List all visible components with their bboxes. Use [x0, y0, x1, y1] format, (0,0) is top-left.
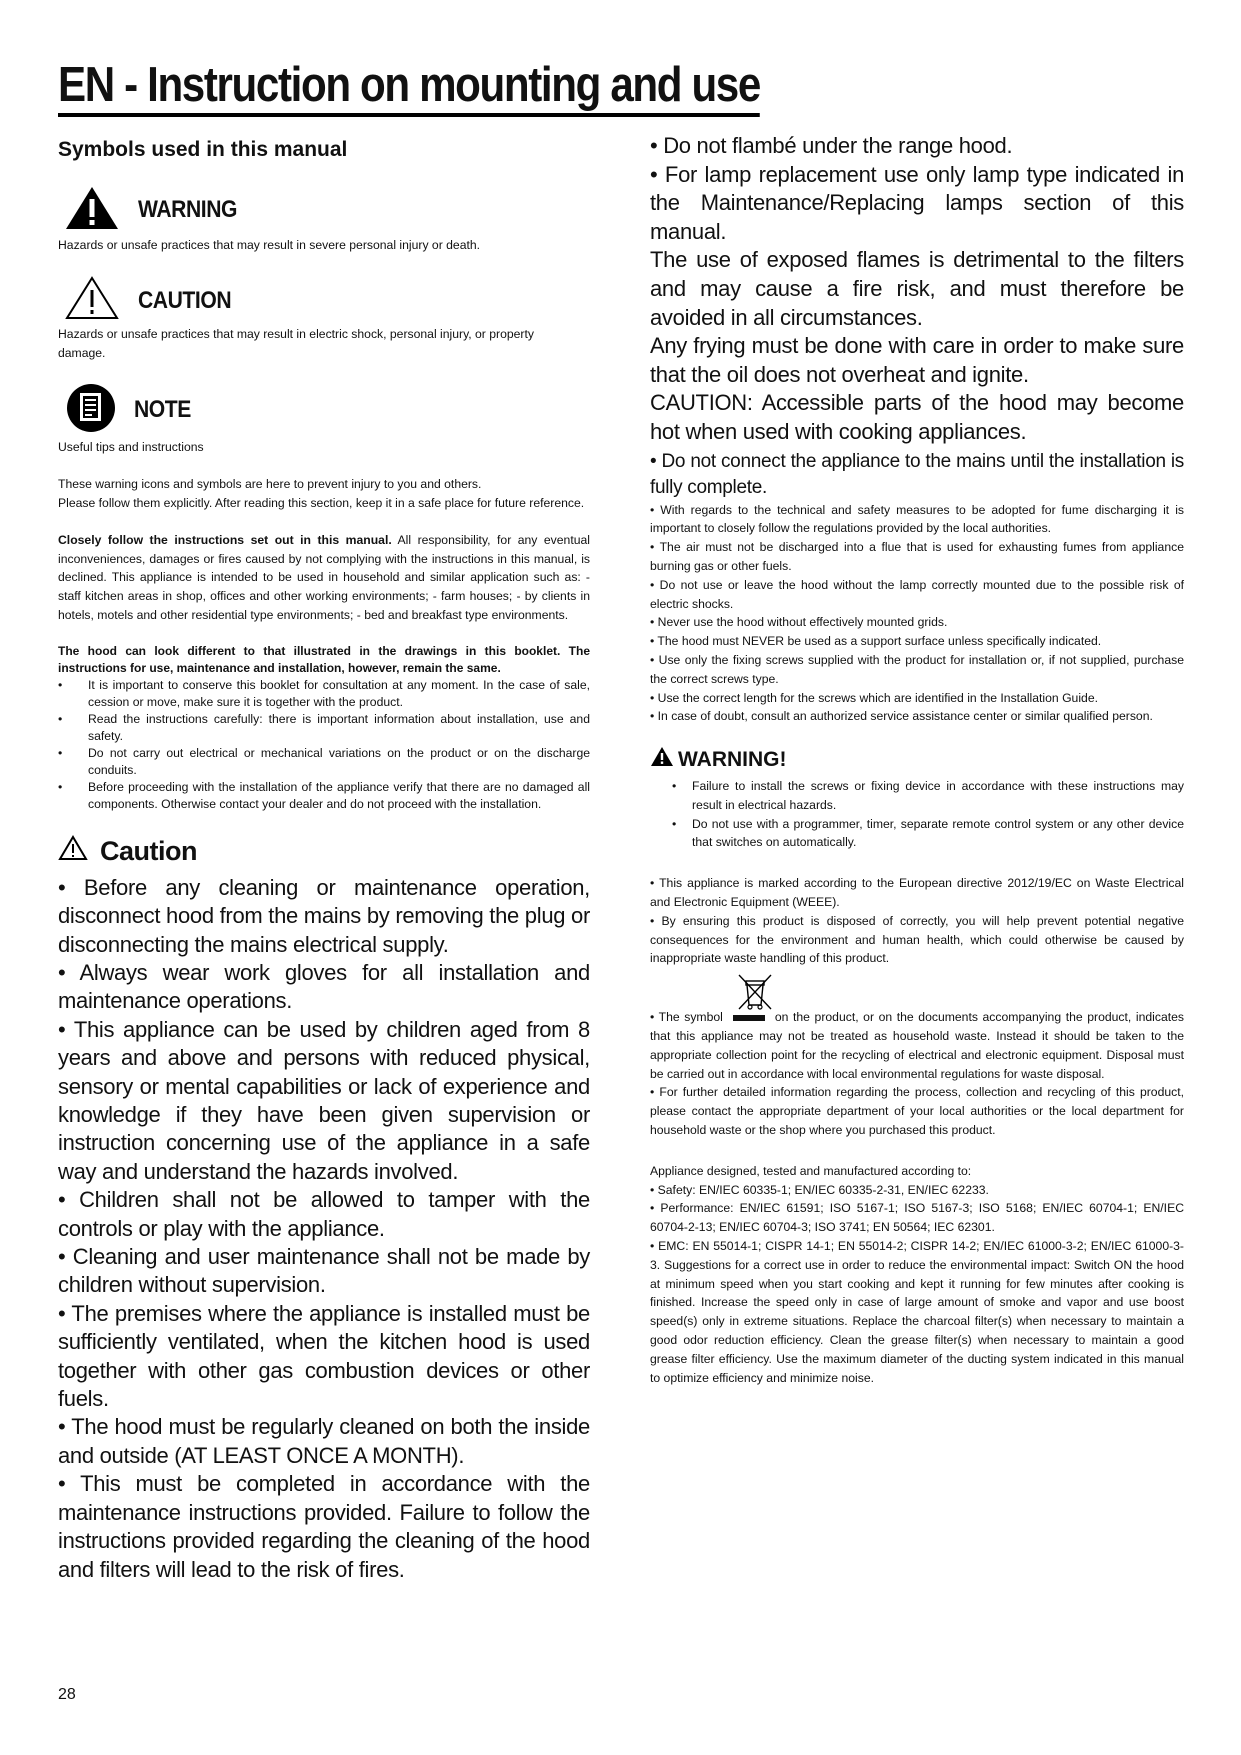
safety-standards: • Safety: EN/IEC 60335-1; EN/IEC 60335-2-31, EN/IEC 62233.	[650, 1182, 989, 1197]
further-info-note: • For further detailed information regarding the process, collection and recycling of this product, please contact the appropriate department of your local authorities or the local department for household waste or the shop where you purchased this product.	[650, 1085, 1184, 1138]
caution-symbol-row	[58, 277, 590, 325]
note-document-icon	[66, 383, 116, 438]
lamp-replacement-note: • For lamp replacement use only lamp type indicated in the Maintenance/Replacing lamps section of this manual.	[650, 161, 1184, 244]
caution-item: • This appliance can be used by children aged from 8 years and above and persons with reduced physical, sensory or mental capabilities or lack of experience and knowledge if they have been given supervision or instruction concerning use of the appliance in a safe way and understand the hazards involved.	[58, 1016, 590, 1184]
frying-note: Any frying must be done with care in order to make sure that the oil does not overheat and ignite.	[650, 333, 1184, 387]
safety-item: • Use the correct length for the screws which are identified in the Installation Guide.	[650, 690, 1098, 705]
warning-label: WARNING	[138, 196, 237, 223]
warning-symbol-row	[58, 186, 590, 234]
warning-triangle-filled-icon	[64, 185, 120, 236]
list-item: • It is important to conserve this booklet for consultation at any moment. In the case of sale, cession or move, make sure it is together with the product.	[58, 677, 590, 711]
note-symbol-row	[58, 384, 590, 436]
weee-directive-note: • This appliance is marked according to the European directive 2012/19/EC on Waste Electrical and Electronic Equipment (WEEE).	[650, 876, 1184, 910]
safety-item: • Do not use or leave the hood without the lamp correctly mounted due to the possible risk of electric shocks.	[650, 577, 1184, 611]
left-column	[58, 134, 590, 1584]
caution-item: • Before any cleaning or maintenance operation, disconnect hood from the mains by removing the plug or disconnecting the mains electrical supply.	[58, 874, 590, 957]
caution-item: • Always wear work gloves for all installation and maintenance operations.	[58, 959, 590, 1014]
caution-item: • Children shall not be allowed to tamper with the controls or play with the appliance.	[58, 1187, 590, 1241]
accessible-parts-caution: CAUTION: Accessible parts of the hood may become hot when used with cooking appliances.	[650, 390, 1184, 444]
caution-heading-label: Caution	[100, 835, 197, 866]
weee-symbol-area	[650, 972, 1184, 1008]
list-item: • Do not use with a programmer, timer, separate remote control system or any other device that switches on automatically.	[672, 815, 1184, 853]
list-item: • Do not carry out electrical or mechanical variations on the product or on the discharge conduits.	[58, 745, 590, 779]
caution-description: Hazards or unsafe practices that may result in electric shock, personal injury, or property damage.	[58, 326, 534, 360]
safety-item: • The hood must NEVER be used as a support surface unless specifically indicated.	[650, 634, 1102, 649]
exposed-flames-note: The use of exposed flames is detrimental to the filters and may cause a fire risk, and must therefore be avoided in all circumstances.	[650, 247, 1184, 330]
list-item: • Failure to install the screws or fixing device in accordance with these instructions may result in electrical hazards.	[672, 777, 1184, 815]
closely-follow-rest: All responsibility, for any eventual inconveniences, damages or fires caused by not complying with the instructions in this manual, is declined. This appliance is intended to be used in household and similar application such as: - staff kitchen areas in shop, offices and other working environments; - farm houses; - by clients in hotels, motels and other residential type environments; - bed and breakfast type environments.	[58, 532, 590, 622]
warning-list	[672, 777, 1184, 852]
caution-item: • This must be completed in accordance with the maintenance instructions provided. Failure to follow the instructions provided regarding the cleaning of the hood and filters will lead to the risk of fires.	[58, 1471, 590, 1582]
crossed-bin-icon	[735, 972, 775, 1017]
list-item: • Read the instructions carefully: there is important information about installation, use and safety.	[58, 711, 590, 745]
caution-item: • Cleaning and user maintenance shall not be made by children without supervision.	[58, 1244, 590, 1298]
note-label: NOTE	[134, 396, 191, 424]
flambe-warning: • Do not flambé under the range hood.	[650, 133, 1013, 158]
warning-description: Hazards or unsafe practices that may result in severe personal injury or death.	[58, 238, 481, 252]
safety-item: • In case of doubt, consult an authorized service assistance center or similar qualified person.	[650, 709, 1153, 724]
caution-item: • The hood must be regularly cleaned on both the inside and outside (AT LEAST ONCE A MONTH).	[58, 1414, 590, 1468]
weee-disposal-note: • By ensuring this product is disposed of correctly, you will help prevent potential negative consequences for the environment and human health, which could otherwise be caused by inappropriate waste handling of this product.	[650, 913, 1184, 966]
symbols-section-title: Symbols used in this manual	[58, 138, 348, 161]
intro-bullet-list	[58, 677, 590, 813]
weee-symbol-paragraph	[650, 1008, 1184, 1083]
list-item: • Before proceeding with the installation of the appliance verify that there are no damaged all components. Otherwise contact your dealer and do not proceed with the installation.	[58, 779, 590, 813]
caution-label: CAUTION	[138, 286, 232, 314]
warning-heading-label: WARNING!	[678, 747, 787, 771]
closely-follow-paragraph	[58, 531, 590, 625]
safety-item: • Never use the hood without effectively mounted grids.	[650, 615, 948, 630]
hood-different-notice: The hood can look different to that illustrated in the drawings in this booklet. The instructions for use, maintenance and installation, however, remain the same.	[58, 643, 590, 675]
caution-triangle-outline-icon	[64, 275, 120, 326]
safety-item: • With regards to the technical and safety measures to be adopted for fume discharging it is important to closely follow the regulations provided by the local authorities.	[650, 502, 1184, 536]
caution-heading	[58, 835, 590, 868]
page-number: 28	[58, 1686, 76, 1703]
safety-item: • Use only the fixing screws supplied with the product for installation or, if not supplied, purchase the correct screws type.	[650, 652, 1184, 686]
caution-item: • The premises where the appliance is installed must be sufficiently ventilated, when the kitchen hood is used together with other gas combustion devices or other fuels.	[58, 1300, 590, 1412]
intro-paragraph-2: Please follow them explicitly. After reading this section, keep it in a safe place for future reference.	[58, 495, 585, 510]
closely-follow-bold: Closely follow the instructions set out in this manual.	[58, 532, 392, 547]
caution-triangle-outline-icon	[58, 835, 88, 868]
standards-intro: Appliance designed, tested and manufactured according to:	[650, 1163, 972, 1178]
performance-standards: • Performance: EN/IEC 61591; ISO 5167-1; ISO 5167-3; ISO 5168; EN/IEC 60704-1; EN/IEC 60704-2-13; EN/IEC 60704-3; ISO 3741; EN 50564; IEC 62301.	[650, 1201, 1184, 1235]
symbol-text-before: • The symbol	[650, 1010, 723, 1025]
right-column	[650, 132, 1184, 1387]
symbol-text-after: on the product, or on the documents accompanying the product, indicates that this appliance may not be treated as household waste. Instead it should be taken to the appropriate collection point for the recycling of electrical and electronic equipment. Disposal must be carried out in accordance with local environmental regulations for waste disposal.	[650, 1010, 1184, 1081]
page-title: EN - Instruction on mounting and use	[58, 60, 760, 117]
warning-triangle-filled-icon	[650, 746, 674, 773]
note-description: Useful tips and instructions	[58, 440, 204, 455]
warning-heading	[650, 746, 1184, 773]
mains-connection-note: • Do not connect the appliance to the mains until the installation is fully complete.	[650, 450, 1184, 498]
safety-item: • The air must not be discharged into a flue that is used for exhausting fumes from appliance burning gas or other fuels.	[650, 540, 1184, 573]
intro-paragraph-1: These warning icons and symbols are here to prevent injury to you and others.	[58, 477, 482, 492]
emc-standards: • EMC: EN 55014-1; CISPR 14-1; EN 55014-2; CISPR 14-2; EN/IEC 61000-3-2; EN/IEC 61000-3-3. Suggestions for a correct use in order to reduce the environmental impact: Switch ON the hood at minimum speed when you start cooking and kept it running for few minutes after cooking is finished. Increase the speed only in case of large amount of smoke and vapor and use boost speed(s) only in extreme situations. Replace the charcoal filter(s) when necessary to maintain a good odor reduction efficiency. Clean the grease filter(s) when necessary to maintain a good grease filter efficiency. Use the maximum diameter of the ducting system indicated in this manual to optimize efficiency and minimize noise.	[650, 1239, 1184, 1385]
